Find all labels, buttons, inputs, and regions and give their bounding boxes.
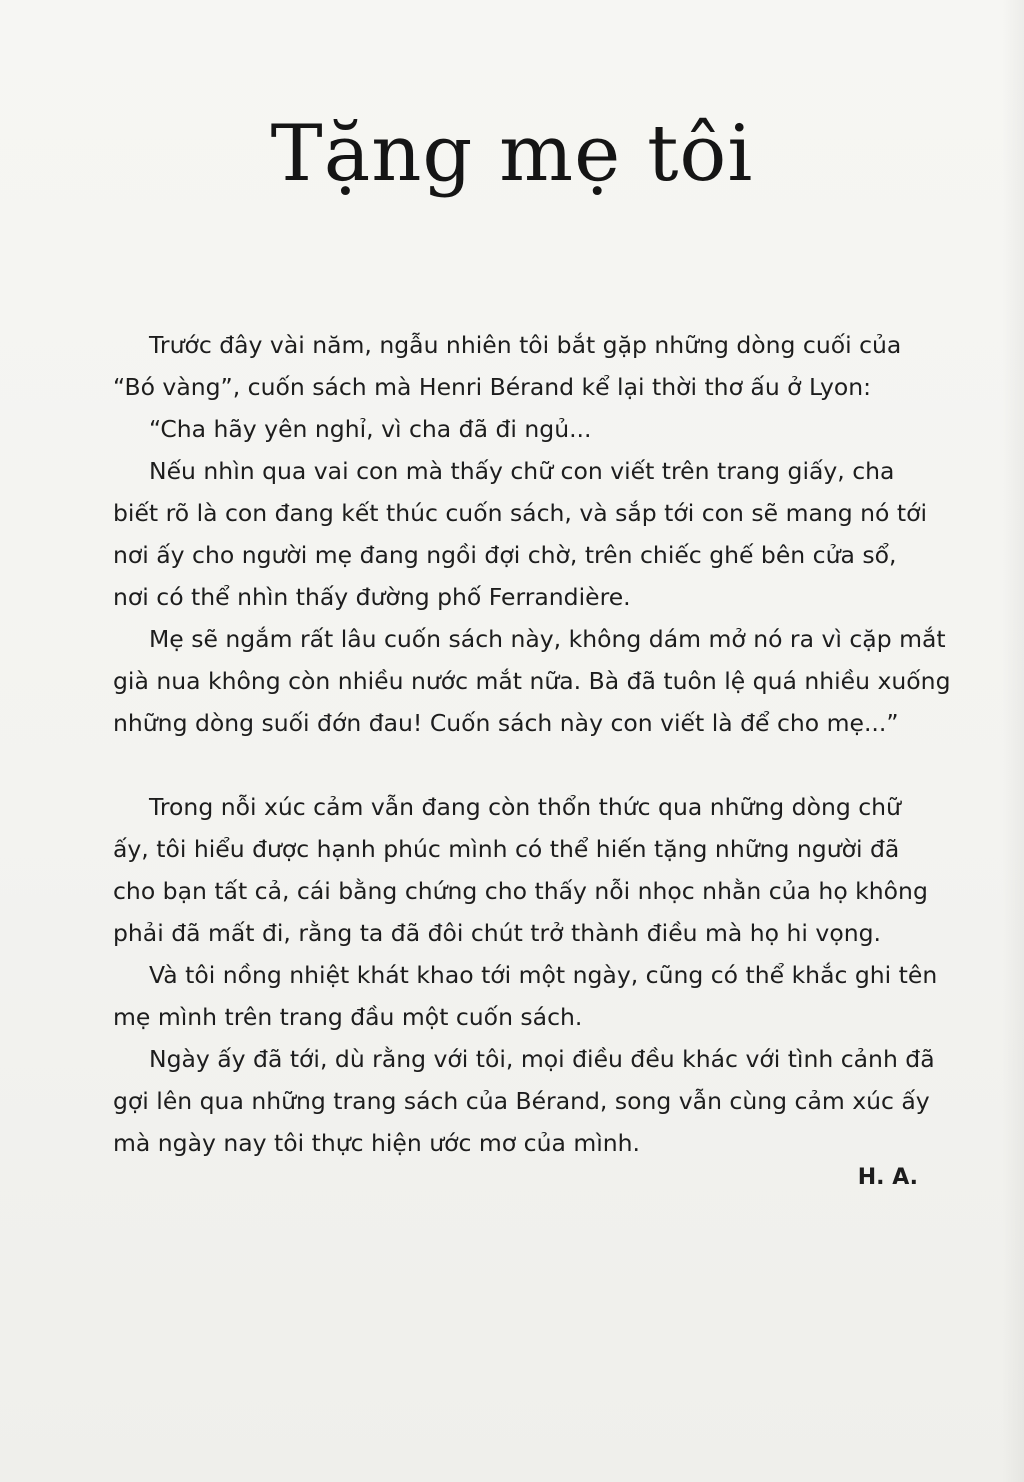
page-edge-shadow (1002, 0, 1024, 1482)
text-line: Nếu nhìn qua vai con mà thấy chữ con viết trên trang giấy, cha (149, 457, 895, 485)
text-line: Và tôi nồng nhiệt khát khao tới một ngày, cũng có thể khắc ghi tên (149, 961, 938, 989)
dedication-text-part-1 (113, 324, 951, 744)
text-line: gợi lên qua những trang sách của Bérand, song vẫn cùng cảm xúc ấy (113, 1087, 930, 1115)
text-line: nơi ấy cho người mẹ đang ngồi đợi chờ, trên chiếc ghế bên cửa sổ, (113, 541, 897, 569)
text-line: nơi có thể nhìn thấy đường phố Ferrandière. (113, 583, 631, 611)
text-line: Mẹ sẽ ngắm rất lâu cuốn sách này, không dám mở nó ra vì cặp mắt (149, 625, 946, 653)
text-line: Trước đây vài năm, ngẫu nhiên tôi bắt gặp những dòng cuối của (149, 331, 902, 359)
text-line: “Bó vàng”, cuốn sách mà Henri Bérand kể lại thời thơ ấu ở Lyon: (113, 373, 872, 401)
text-line: biết rõ là con đang kết thúc cuốn sách, và sắp tới con sẽ mang nó tới (113, 499, 928, 527)
text-line: mà ngày nay tôi thực hiện ước mơ của mình. (113, 1129, 641, 1157)
text-line: mẹ mình trên trang đầu một cuốn sách. (113, 1003, 583, 1031)
text-line: Ngày ấy đã tới, dù rằng với tôi, mọi điều đều khác với tình cảnh đã (149, 1045, 935, 1073)
text-line: cho bạn tất cả, cái bằng chứng cho thấy nỗi nhọc nhằn của họ không (113, 877, 928, 905)
text-line: phải đã mất đi, rằng ta đã đôi chút trở thành điều mà họ hi vọng. (113, 919, 881, 947)
text-line: ấy, tôi hiểu được hạnh phúc mình có thể hiến tặng những người đã (113, 835, 900, 863)
author-signature: H. A. (857, 1165, 918, 1190)
text-line: “Cha hãy yên nghỉ, vì cha đã đi ngủ... (149, 415, 592, 443)
dedication-text-part-2 (113, 786, 938, 1164)
text-line: Trong nỗi xúc cảm vẫn đang còn thổn thức qua những dòng chữ (149, 793, 901, 821)
text-line: những dòng suối đớn đau! Cuốn sách này con viết là để cho mẹ...” (113, 709, 899, 737)
page-title: Tặng mẹ tôi (270, 109, 754, 199)
text-line: già nua không còn nhiều nước mắt nữa. Bà đã tuôn lệ quá nhiều xuống (113, 667, 951, 695)
